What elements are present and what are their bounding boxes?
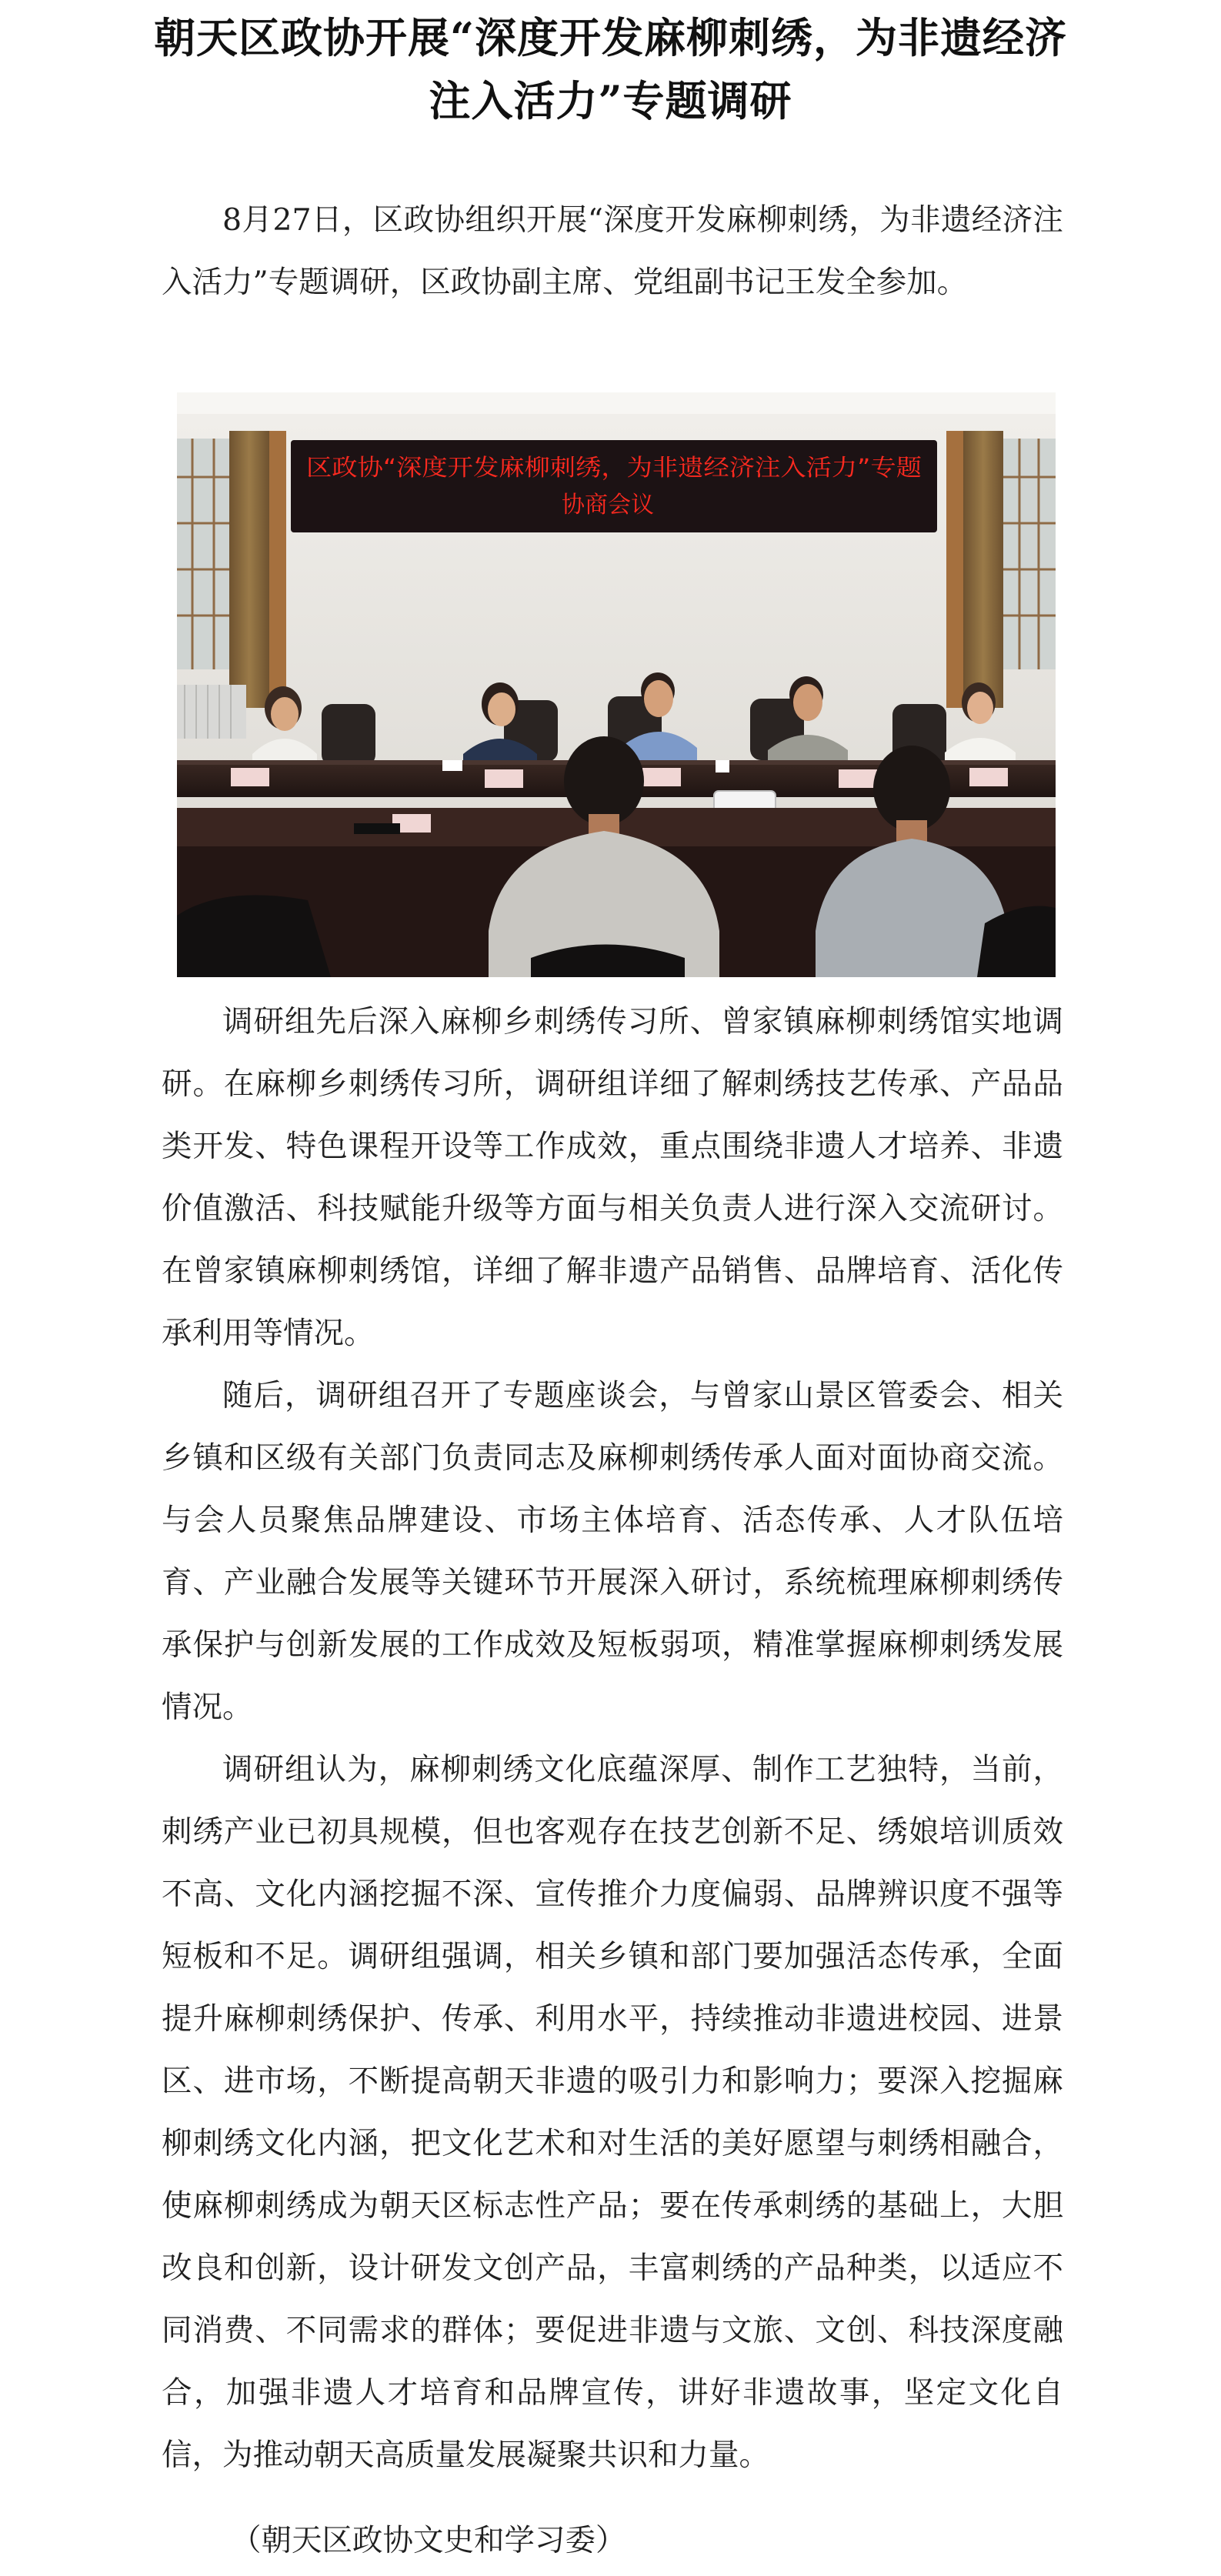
article-paragraph-symposium: 随后，调研组召开了专题座谈会，与曾家山景区管委会、相关乡镇和区级有关部门负责同志及麻柳刺绣传承人面对面协商交流。与会人员聚焦品牌建设、市场主体培育、活态传承、人才队伍培育、产业融合发展等关键环节开展深入研讨，系统梳理麻柳刺绣传承保护与创新发展的工作成效及短板弱项，精准掌握麻柳刺绣发展情况。 bbox=[162, 1378, 1063, 1725]
banner-line-1: 区政协“深度开发麻柳刺绣，为非遗经济注入活力”专题 bbox=[306, 455, 922, 482]
article-paragraph-site-visit: 调研组先后深入麻柳乡刺绣传习所、曾家镇麻柳刺绣馆实地调研。在麻柳乡刺绣传习所，调研组详细了解刺绣技艺传承、产品品类开发、特色课程开设等工作成效，重点围绕非遗人才培养、非遗价值激活、科技赋能升级等方面与相关负责人进行深入交流研讨。在曾家镇麻柳刺绣馆，详细了解非遗产品销售、品牌培育、活化传承利用等情况。 bbox=[162, 1004, 1063, 1351]
meeting-photo bbox=[177, 392, 1056, 977]
banner-line-2: 协商会议 bbox=[562, 492, 654, 519]
article-title: 朝天区政协开展“深度开发麻柳刺绣，为非遗经济注入活力”专题调研 bbox=[153, 13, 1068, 125]
led-banner bbox=[291, 440, 937, 532]
article-paragraph-conclusion: 调研组认为，麻柳刺绣文化底蕴深厚、制作工艺独特，当前，刺绣产业已初具规模，但也客观存在技艺创新不足、绣娘培训质效不高、文化内涵挖掘不深、宣传推介力度偏弱、品牌辨识度不强等短板和不足。调研组强调，相关乡镇和部门要加强活态传承，全面提升麻柳刺绣保护、传承、利用水平，持续推动非遗进校园、进景区、进市场，不断提高朝天非遗的吸引力和影响力；要深入挖掘麻柳刺绣文化内涵，把文化艺术和对生活的美好愿望与刺绣相融合，使麻柳刺绣成为朝天区标志性产品；要在传承刺绣的基础上，大胆改良和创新，设计研发文创产品，丰富刺绣的产品种类，以适应不同消费、不同需求的群体；要促进非遗与文旅、文创、科技深度融合，加强非遗人才培育和品牌宣传，讲好非遗故事，坚定文化自信，为推动朝天高质量发展凝聚共识和力量。 bbox=[162, 1752, 1063, 2473]
article-signature: （朝天区政协文史和学习委） bbox=[231, 2523, 626, 2558]
article-paragraph-intro: 8月27日，区政协组织开展“深度开发麻柳刺绣，为非遗经济注入活力”专题调研，区政协副主席、党组副书记王发全参加。 bbox=[162, 202, 1063, 300]
